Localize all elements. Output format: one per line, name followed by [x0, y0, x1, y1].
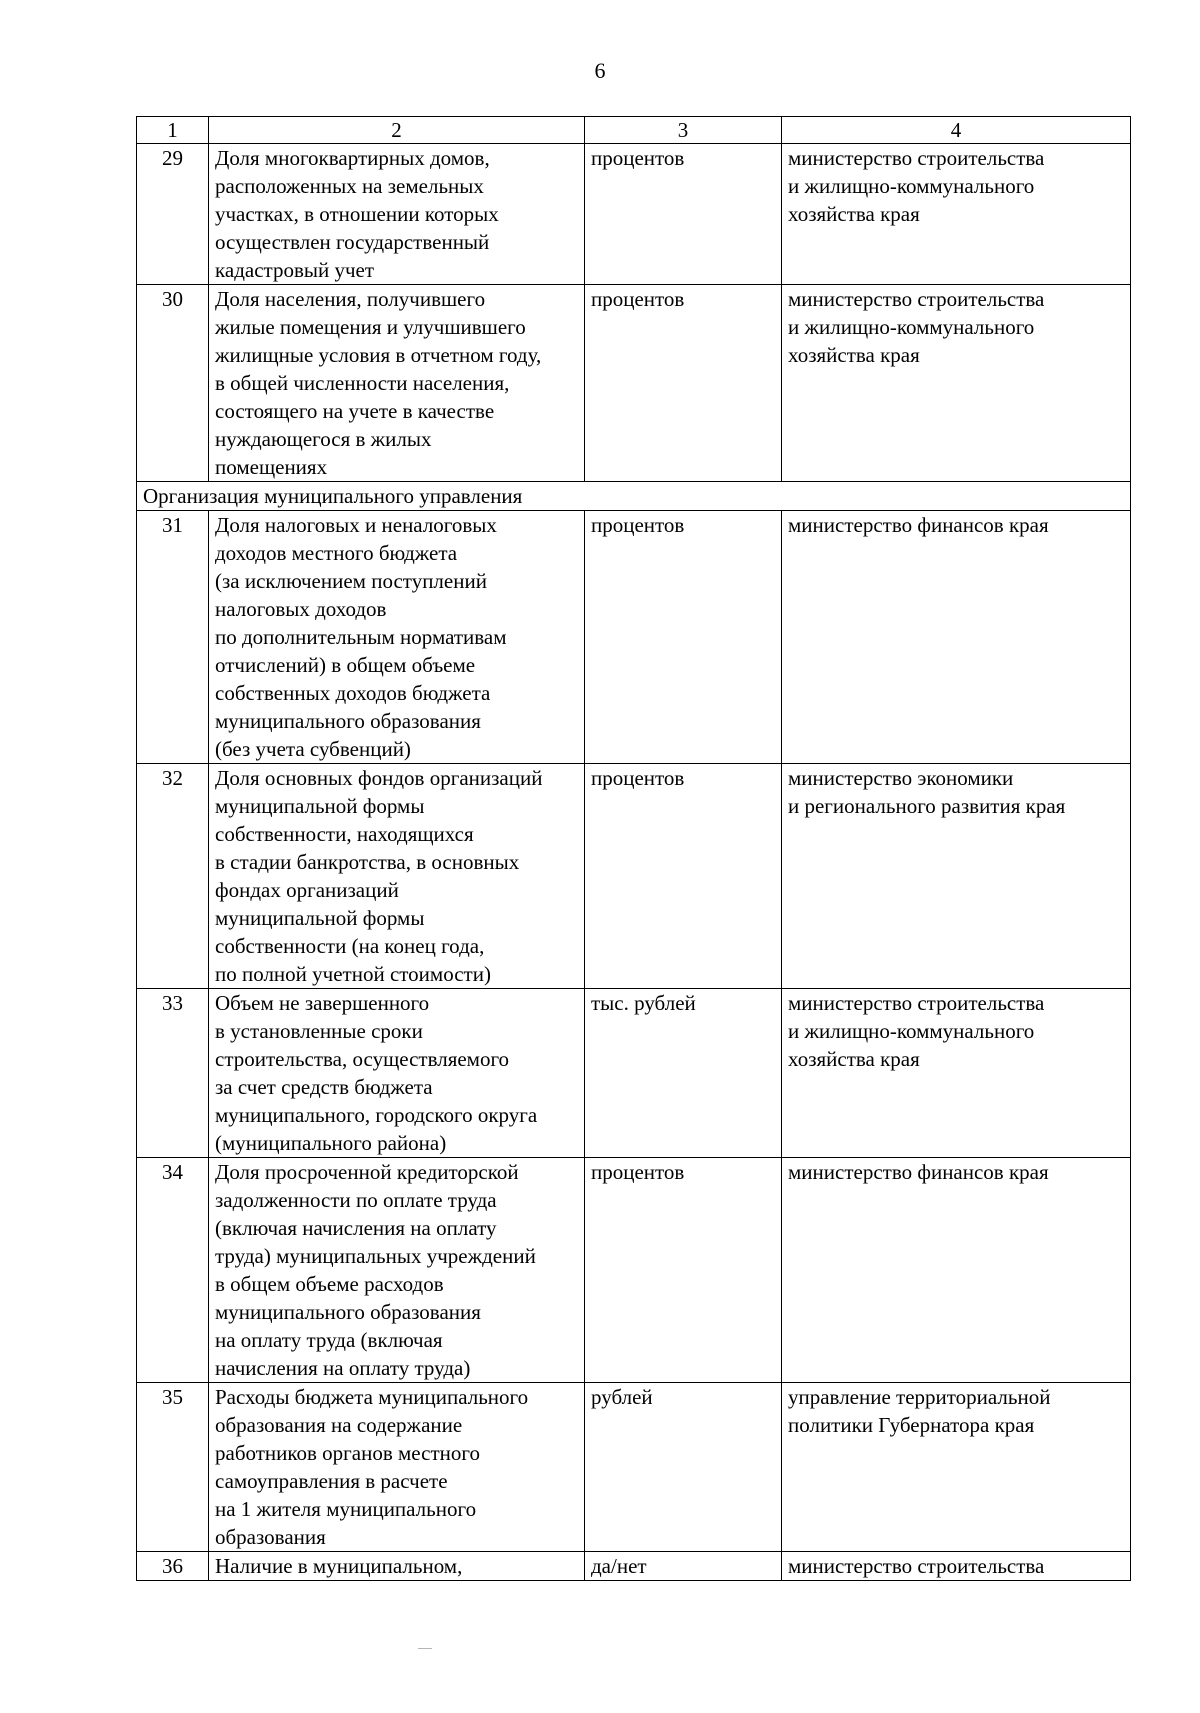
- indicator-line: (включая начисления на оплату: [215, 1216, 497, 1240]
- table-row: [137, 285, 1131, 482]
- agency-line: хозяйства края: [788, 1047, 920, 1071]
- table-row: [137, 1552, 1131, 1581]
- agency-cell: [782, 1158, 1131, 1383]
- agency-line: министерство строительства: [788, 146, 1045, 170]
- indicator-line: кадастровый учет: [215, 258, 375, 282]
- unit-cell: да/нет: [585, 1552, 782, 1581]
- indicator-cell: [209, 1383, 585, 1552]
- indicator-line: жилые помещения и улучшившего: [215, 315, 526, 339]
- indicator-line: Объем не завершенного: [215, 991, 430, 1015]
- indicator-line: муниципальной формы: [215, 906, 425, 930]
- indicator-line: (за исключением поступлений: [215, 569, 487, 593]
- indicator-cell: [209, 1552, 585, 1581]
- agency-line: хозяйства края: [788, 202, 920, 226]
- indicator-line: задолженности по оплате труда: [215, 1188, 497, 1212]
- indicator-line: фондах организаций: [215, 878, 399, 902]
- indicator-cell: [209, 1158, 585, 1383]
- indicator-line: отчислений) в общем объеме: [215, 653, 476, 677]
- indicator-line: труда) муниципальных учреждений: [215, 1244, 536, 1268]
- indicator-line: осуществлен государственный: [215, 230, 490, 254]
- unit-cell: процентов: [585, 1158, 782, 1383]
- indicator-line: строительства, осуществляемого: [215, 1047, 510, 1071]
- indicator-line: Доля населения, получившего: [215, 287, 486, 311]
- unit-cell: процентов: [585, 285, 782, 482]
- page-number: 6: [594, 58, 606, 83]
- table-row: [137, 1158, 1131, 1383]
- indicator-line: образования: [215, 1525, 326, 1549]
- agency-line: министерство строительства: [788, 287, 1045, 311]
- indicator-line: начисления на оплату труда): [215, 1356, 471, 1380]
- indicator-line: налоговых доходов: [215, 597, 387, 621]
- table-row: [137, 764, 1131, 989]
- indicator-cell: [209, 764, 585, 989]
- agency-cell: [782, 1552, 1131, 1581]
- column-header-2: 2: [209, 117, 585, 144]
- row-number: 32: [137, 764, 209, 989]
- unit-cell: процентов: [585, 144, 782, 285]
- agency-line: и жилищно-коммунального: [788, 1019, 1035, 1043]
- table-row: [137, 511, 1131, 764]
- table-body: [137, 117, 1131, 1581]
- indicator-table: [136, 116, 1131, 1581]
- indicator-line: в установленные сроки: [215, 1019, 423, 1043]
- indicator-line: состоящего на учете в качестве: [215, 399, 495, 423]
- section-row: [137, 482, 1131, 511]
- indicator-line: (муниципального района): [215, 1131, 447, 1155]
- indicator-line: в стадии банкротства, в основных: [215, 850, 520, 874]
- column-header-1: 1: [137, 117, 209, 144]
- column-header-4: 4: [782, 117, 1131, 144]
- row-number: 31: [137, 511, 209, 764]
- unit-cell: процентов: [585, 511, 782, 764]
- indicator-line: расположенных на земельных: [215, 174, 484, 198]
- indicator-line: нуждающегося в жилых: [215, 427, 432, 451]
- section-title: Организация муниципального управления: [137, 482, 1131, 511]
- indicator-line: участках, в отношении которых: [215, 202, 499, 226]
- table-header-row: [137, 117, 1131, 144]
- indicator-line: (без учета субвенций): [215, 737, 411, 761]
- agency-line: управление территориальной: [788, 1385, 1051, 1409]
- agency-cell: [782, 764, 1131, 989]
- agency-line: и жилищно-коммунального: [788, 174, 1035, 198]
- scan-artifact: [418, 1648, 432, 1649]
- column-header-3: 3: [585, 117, 782, 144]
- indicator-line: самоуправления в расчете: [215, 1469, 448, 1493]
- row-number: 29: [137, 144, 209, 285]
- indicator-line: помещениях: [215, 455, 328, 479]
- indicator-line: Доля налоговых и неналоговых: [215, 513, 497, 537]
- indicator-line: по полной учетной стоимости): [215, 962, 491, 986]
- agency-line: министерство экономики: [788, 766, 1014, 790]
- agency-cell: [782, 1383, 1131, 1552]
- agency-line: министерство финансов края: [788, 1160, 1049, 1184]
- row-number: 30: [137, 285, 209, 482]
- indicator-line: в общем объеме расходов: [215, 1272, 444, 1296]
- indicator-line: муниципальной формы: [215, 794, 425, 818]
- row-number: 34: [137, 1158, 209, 1383]
- unit-cell: тыс. рублей: [585, 989, 782, 1158]
- indicator-line: собственных доходов бюджета: [215, 681, 491, 705]
- agency-line: хозяйства края: [788, 343, 920, 367]
- indicator-line: собственности (на конец года,: [215, 934, 485, 958]
- agency-cell: [782, 989, 1131, 1158]
- indicator-line: Доля просроченной кредиторской: [215, 1160, 519, 1184]
- table-row: [137, 989, 1131, 1158]
- agency-cell: [782, 144, 1131, 285]
- indicator-line: на оплату труда (включая: [215, 1328, 443, 1352]
- indicator-line: Доля основных фондов организаций: [215, 766, 543, 790]
- indicator-line: Наличие в муниципальном,: [215, 1554, 463, 1578]
- indicator-line: собственности, находящихся: [215, 822, 474, 846]
- agency-line: министерство финансов края: [788, 513, 1049, 537]
- agency-cell: [782, 285, 1131, 482]
- row-number: 33: [137, 989, 209, 1158]
- indicator-line: Доля многоквартирных домов,: [215, 146, 490, 170]
- indicator-line: муниципального, городского округа: [215, 1103, 538, 1127]
- agency-line: министерство строительства: [788, 991, 1045, 1015]
- indicator-line: в общей численности населения,: [215, 371, 510, 395]
- row-number: 36: [137, 1552, 209, 1581]
- agency-cell: [782, 511, 1131, 764]
- indicator-cell: [209, 144, 585, 285]
- agency-line: и регионального развития края: [788, 794, 1066, 818]
- indicator-line: муниципального образования: [215, 1300, 481, 1324]
- indicator-cell: [209, 285, 585, 482]
- agency-line: и жилищно-коммунального: [788, 315, 1035, 339]
- table-row: [137, 1383, 1131, 1552]
- unit-cell: процентов: [585, 764, 782, 989]
- indicator-cell: [209, 989, 585, 1158]
- row-number: 35: [137, 1383, 209, 1552]
- indicator-line: муниципального образования: [215, 709, 481, 733]
- indicator-line: за счет средств бюджета: [215, 1075, 433, 1099]
- indicator-line: Расходы бюджета муниципального: [215, 1385, 529, 1409]
- indicator-line: работников органов местного: [215, 1441, 480, 1465]
- table-row: [137, 144, 1131, 285]
- indicator-line: по дополнительным нормативам: [215, 625, 507, 649]
- indicator-line: на 1 жителя муниципального: [215, 1497, 477, 1521]
- unit-cell: рублей: [585, 1383, 782, 1552]
- indicator-cell: [209, 511, 585, 764]
- agency-line: политики Губернатора края: [788, 1413, 1035, 1437]
- indicator-line: образования на содержание: [215, 1413, 463, 1437]
- agency-line: министерство строительства: [788, 1554, 1045, 1578]
- indicator-line: жилищные условия в отчетном году,: [215, 343, 542, 367]
- indicator-line: доходов местного бюджета: [215, 541, 458, 565]
